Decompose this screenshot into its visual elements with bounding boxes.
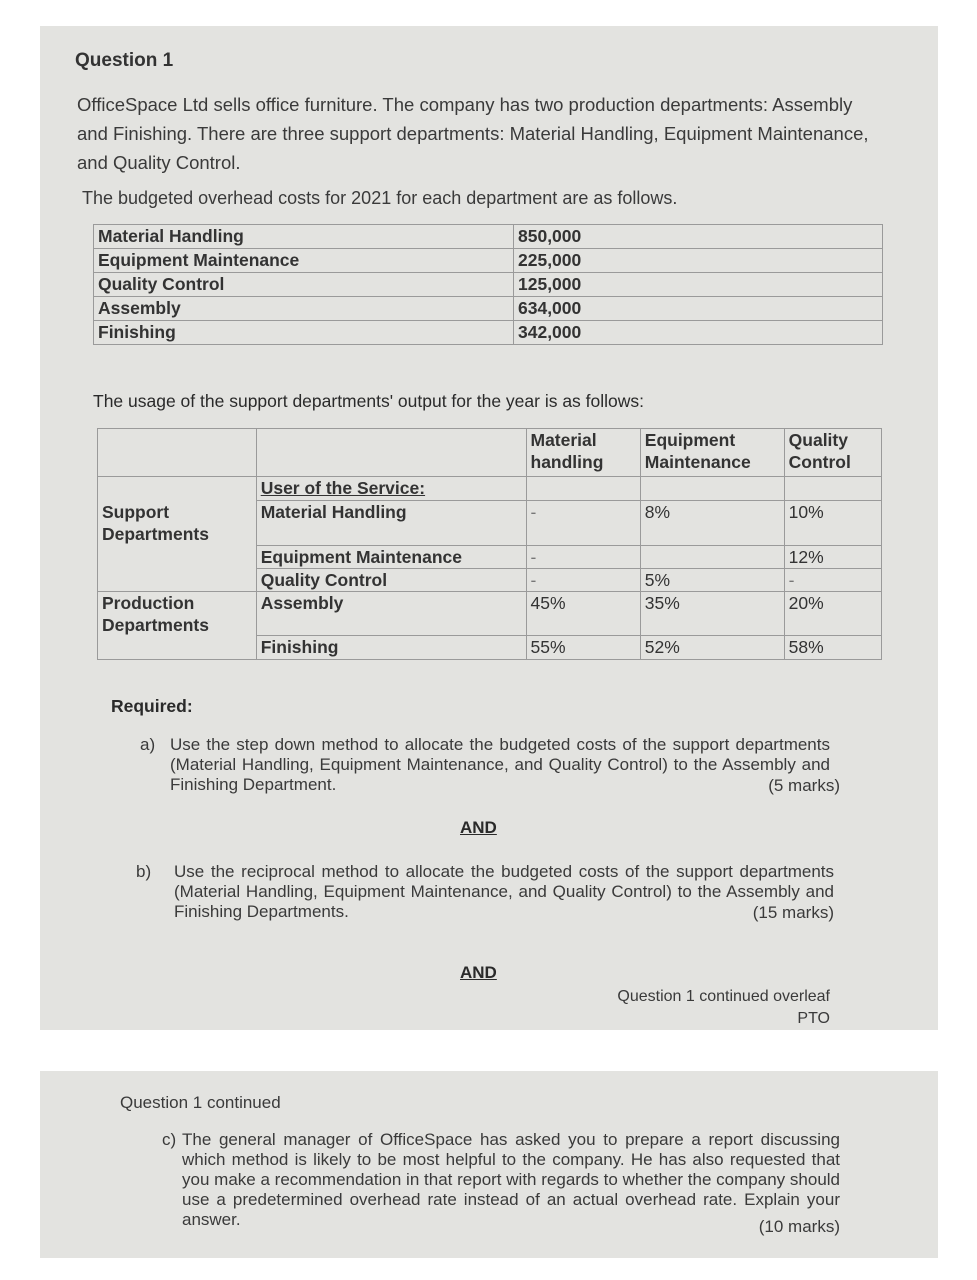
part-c-marks: (10 marks): [758, 1217, 840, 1236]
budget-intro: The budgeted overhead costs for 2021 for each department are as follows.: [82, 188, 678, 208]
page2-title: Question 1 continued: [120, 1093, 281, 1112]
usage-intro: The usage of the support departments' output for the year is as follows:: [93, 391, 645, 411]
continued-overleaf: Question 1 continued overleaf: [617, 988, 830, 1005]
part-c: c) The general manager of OfficeSpace has asked you to prepare a report discussing which method is likely to be most helpful to the company. He has also requested that you make a recommendation in that report with regards to whether the company should use a predetermined overhead rate instead of an actual overhead rate. Explain your answer. (10 marks): [162, 1130, 840, 1236]
table-row: Finishing 55% 52% 58%: [98, 636, 882, 660]
department-cell: Material Handling: [94, 225, 514, 249]
question-intro: OfficeSpace Ltd sells office furniture. The company has two production departments: Assembly and Finishing. There are three support departments: Material Handling, Equipment Maintenance, and Quality Control.: [77, 94, 869, 173]
table-row: [94, 321, 883, 345]
table-row: Production Departments Assembly 45% 35% 20%: [98, 592, 882, 636]
part-b-marks: (15 marks): [752, 903, 834, 922]
table-row: Quality Control - 5% -: [98, 569, 882, 592]
table-row: [94, 273, 883, 297]
part-a: a) Use the step down method to allocate the budgeted costs of the support departments (Material Handling, Equipment Maintenance, and Quality Control) to the Assembly and Finishing Department. (5 marks): [140, 735, 840, 795]
department-cell: Finishing: [94, 321, 514, 345]
user-of-service-label: User of the Service:: [256, 477, 526, 501]
question-title: Question 1: [75, 50, 174, 71]
support-departments-label: Support Departments: [98, 501, 257, 592]
budget-table: [93, 224, 883, 345]
table-row: [94, 297, 883, 321]
exam-page-2: [40, 1071, 938, 1258]
table-row: Support Departments Material Handling - 8% 10%: [98, 501, 882, 546]
pto-label: PTO: [797, 1010, 830, 1027]
header-equipment-maintenance: Equipment Maintenance: [640, 429, 784, 477]
department-cell: Equipment Maintenance: [94, 249, 514, 273]
part-a-marks: (5 marks): [768, 776, 840, 795]
table-row: Equipment Maintenance - 12%: [98, 546, 882, 569]
and-separator: AND: [460, 963, 497, 982]
part-b: b) Use the reciprocal method to allocate the budgeted costs of the support departments (Material Handling, Equipment Maintenance, and Quality Control) to the Assembly and Finishing Departments. (15 marks): [136, 862, 834, 922]
cost-cell: 125,000: [514, 273, 883, 297]
department-cell: Quality Control: [94, 273, 514, 297]
department-cell: Assembly: [94, 297, 514, 321]
cost-cell: 225,000: [514, 249, 883, 273]
production-departments-label: Production Departments: [98, 592, 257, 660]
table-row: [94, 225, 883, 249]
table-row: [94, 249, 883, 273]
cost-cell: 342,000: [514, 321, 883, 345]
usage-header-row: [98, 429, 882, 477]
usage-table: [97, 428, 882, 660]
user-label-row: [98, 477, 882, 501]
required-heading: Required:: [111, 696, 193, 716]
and-separator: AND: [460, 818, 497, 837]
cost-cell: 634,000: [514, 297, 883, 321]
header-material-handling: Material handling: [526, 429, 640, 477]
cost-cell: 850,000: [514, 225, 883, 249]
exam-page-1: [40, 26, 938, 1030]
header-quality-control: Quality Control: [784, 429, 881, 477]
